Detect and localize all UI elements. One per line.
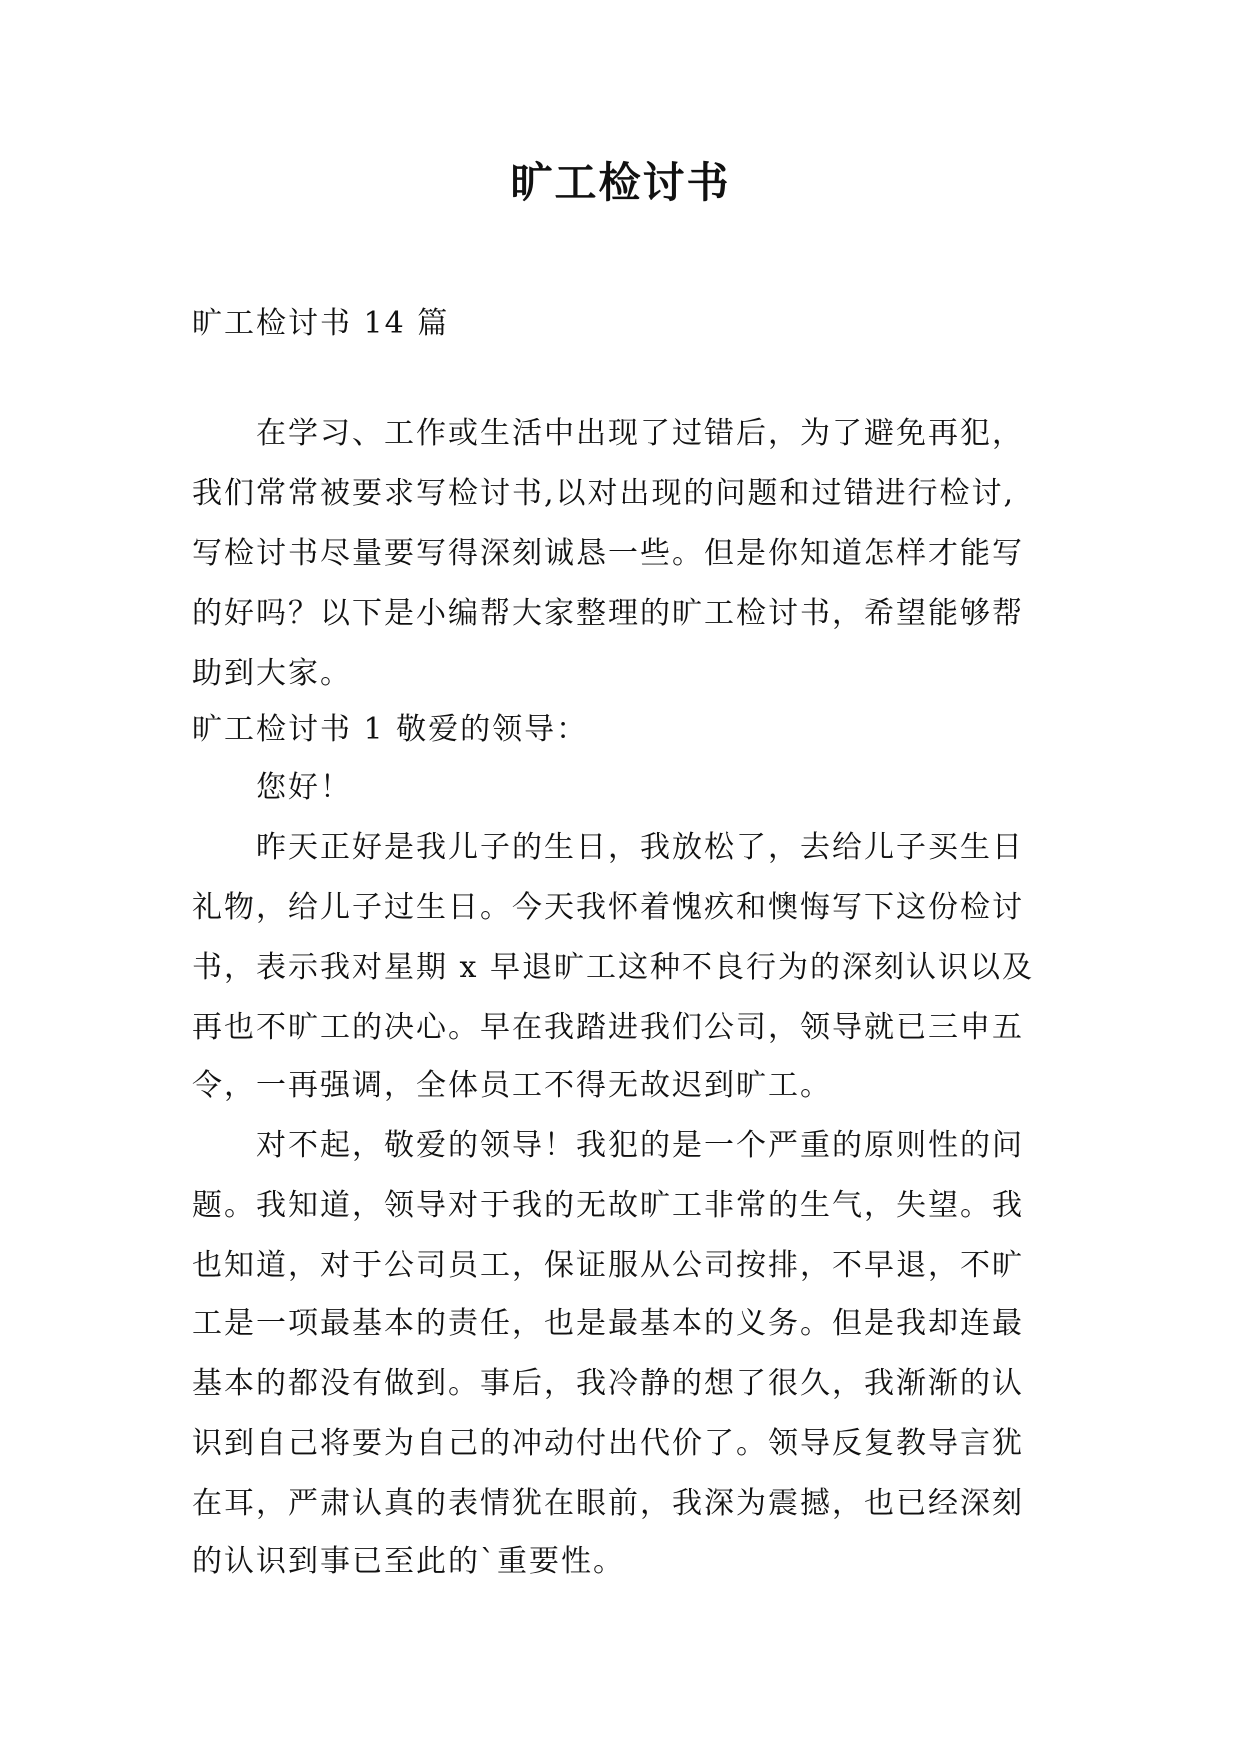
paragraph-line: 的认识到事已至此的`重要性。	[192, 1544, 625, 1579]
greeting: 您好！	[256, 770, 352, 805]
document-title: 旷工检讨书	[510, 158, 731, 207]
paragraph-line: 也知道，对于公司员工，保证服从公司按排，不早退，不旷	[192, 1248, 1024, 1283]
intro-line: 的好吗？以下是小编帮大家整理的旷工检讨书，希望能够帮	[192, 596, 1024, 631]
paragraph-line: 在耳，严肃认真的表情犹在眼前，我深为震撼，也已经深刻	[192, 1486, 1024, 1521]
intro-line: 写检讨书尽量要写得深刻诚恳一些。但是你知道怎样才能写	[192, 536, 1024, 571]
paragraph-line: 书，表示我对星期 x 早退旷工这种不良行为的深刻认识以及	[192, 950, 1034, 985]
intro-line: 在学习、工作或生活中出现了过错后，为了避免再犯，	[256, 416, 1024, 451]
intro-line: 助到大家。	[192, 656, 352, 691]
paragraph-line: 题。我知道，领导对于我的无故旷工非常的生气，失望。我	[192, 1188, 1024, 1223]
intro-line: 我们常常被要求写检讨书,以对出现的问题和过错进行检讨,	[192, 476, 1016, 511]
section-heading: 旷工检讨书 1 敬爱的领导：	[192, 712, 589, 747]
document-subtitle: 旷工检讨书 14 篇	[192, 306, 450, 341]
paragraph-line: 礼物，给儿子过生日。今天我怀着愧疚和懊悔写下这份检讨	[192, 890, 1024, 925]
paragraph-line: 昨天正好是我儿子的生日，我放松了，去给儿子买生日	[256, 830, 1024, 865]
paragraph-line: 对不起，敬爱的领导！我犯的是一个严重的原则性的问	[256, 1128, 1024, 1163]
paragraph-line: 识到自己将要为自己的冲动付出代价了。领导反复教导言犹	[192, 1426, 1024, 1461]
paragraph-line: 工是一项最基本的责任，也是最基本的义务。但是我却连最	[192, 1306, 1024, 1341]
paragraph-line: 令，一再强调，全体员工不得无故迟到旷工。	[192, 1068, 832, 1103]
paragraph-line: 基本的都没有做到。事后，我冷静的想了很久，我渐渐的认	[192, 1366, 1024, 1401]
paragraph-line: 再也不旷工的决心。早在我踏进我们公司，领导就已三申五	[192, 1010, 1024, 1045]
